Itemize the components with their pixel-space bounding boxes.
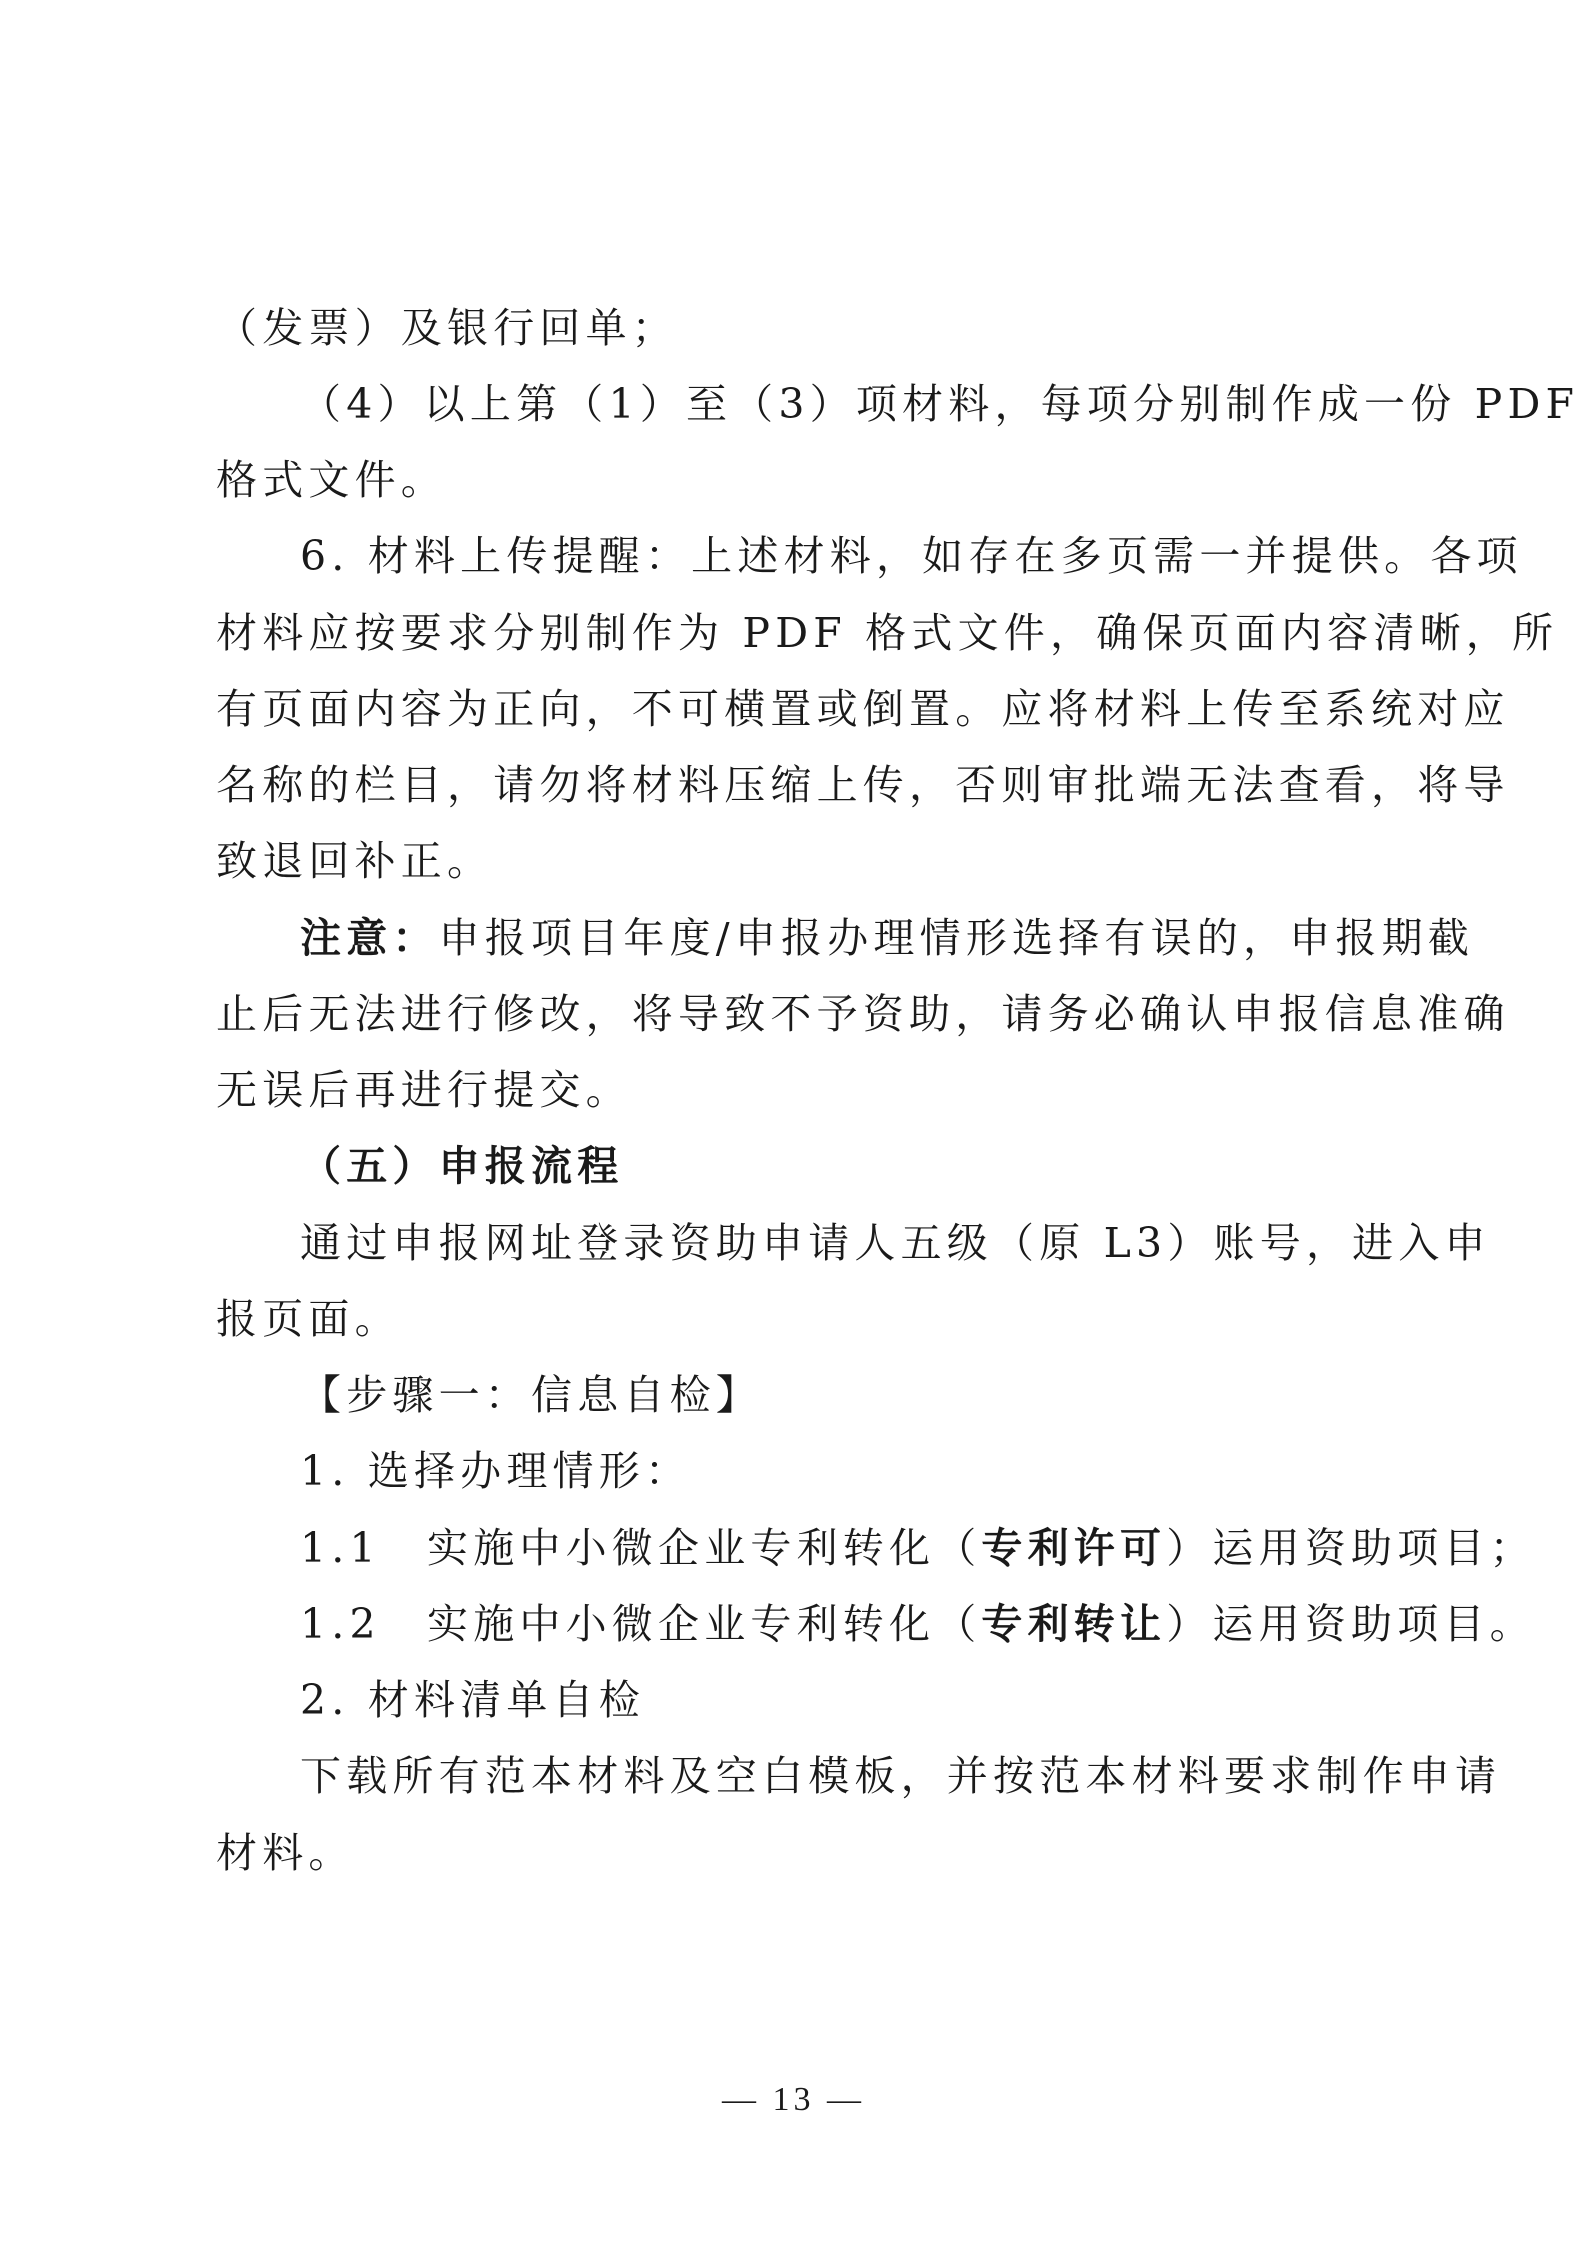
text-line [216,1823,1396,1883]
text-line [216,1289,1396,1349]
text-line [216,755,1510,815]
text-line [216,679,1510,739]
line-text: （4）以上第（1）至（3）项材料，每项分别制作成一份 PDF [300,380,1580,428]
text-line [216,831,1396,891]
line-text: 2. 材料清单自检 [300,1676,645,1724]
text-line [216,450,1396,510]
line-text: 名称的栏目，请勿将材料压缩上传，否则审批端无法查看，将导 [216,761,1510,809]
heading-text: （五）申报流程 [300,1142,624,1190]
text-line [216,603,1559,663]
line-text: 致退回补正。 [216,837,494,885]
text-line [216,298,1396,358]
text-line [300,1746,1502,1806]
text-line [300,374,1580,434]
text-line [300,1213,1491,1273]
notice-line [300,908,1475,968]
line-text: 有页面内容为正向，不可横置或倒置。应将材料上传至系统对应 [216,685,1510,733]
line-text: 材料。 [216,1829,355,1877]
list-item [300,1594,1536,1654]
line-text: 报页面。 [216,1295,401,1343]
line-text: ）运用资助项目。 [1166,1600,1536,1648]
line-text: 材料应按要求分别制作为 PDF 格式文件，确保页面内容清晰，所 [216,609,1559,657]
emphasis-text: 专利转让 [981,1600,1167,1648]
step-heading [300,1365,1396,1425]
text-line [300,526,1523,586]
line-text: 1.1 实施中小微企业专利转化（ [300,1524,982,1572]
notice-label: 注意： [300,914,439,962]
line-text: 【步骤一：信息自检】 [300,1371,762,1419]
page-number: — 13 — [722,2081,865,2118]
text-line [216,1060,1396,1120]
line-text: ）运用资助项目； [1166,1524,1536,1572]
line-text: 1.2 实施中小微企业专利转化（ [300,1600,982,1648]
line-text: 格式文件。 [216,456,447,504]
list-item [300,1518,1536,1578]
text-line [216,984,1510,1044]
line-text: 止后无法进行修改，将导致不予资助，请务必确认申报信息准确 [216,990,1510,1038]
line-text: 无误后再进行提交。 [216,1066,632,1114]
line-text: 下载所有范本材料及空白模板，并按范本材料要求制作申请 [300,1752,1502,1800]
text-line [300,1670,1396,1730]
line-text: 6. 材料上传提醒：上述材料，如存在多页需一并提供。各项 [300,532,1523,580]
text-line [300,1441,1396,1501]
section-heading [300,1136,1396,1196]
line-text: 通过申报网址登录资助申请人五级（原 L3）账号，进入申 [300,1219,1491,1267]
line-text: 1. 选择办理情形： [300,1447,692,1495]
line-text: 申报项目年度/申报办理情形选择有误的，申报期截 [438,914,1475,962]
emphasis-text: 专利许可 [981,1524,1167,1572]
line-text: （发票）及银行回单； [216,304,678,352]
